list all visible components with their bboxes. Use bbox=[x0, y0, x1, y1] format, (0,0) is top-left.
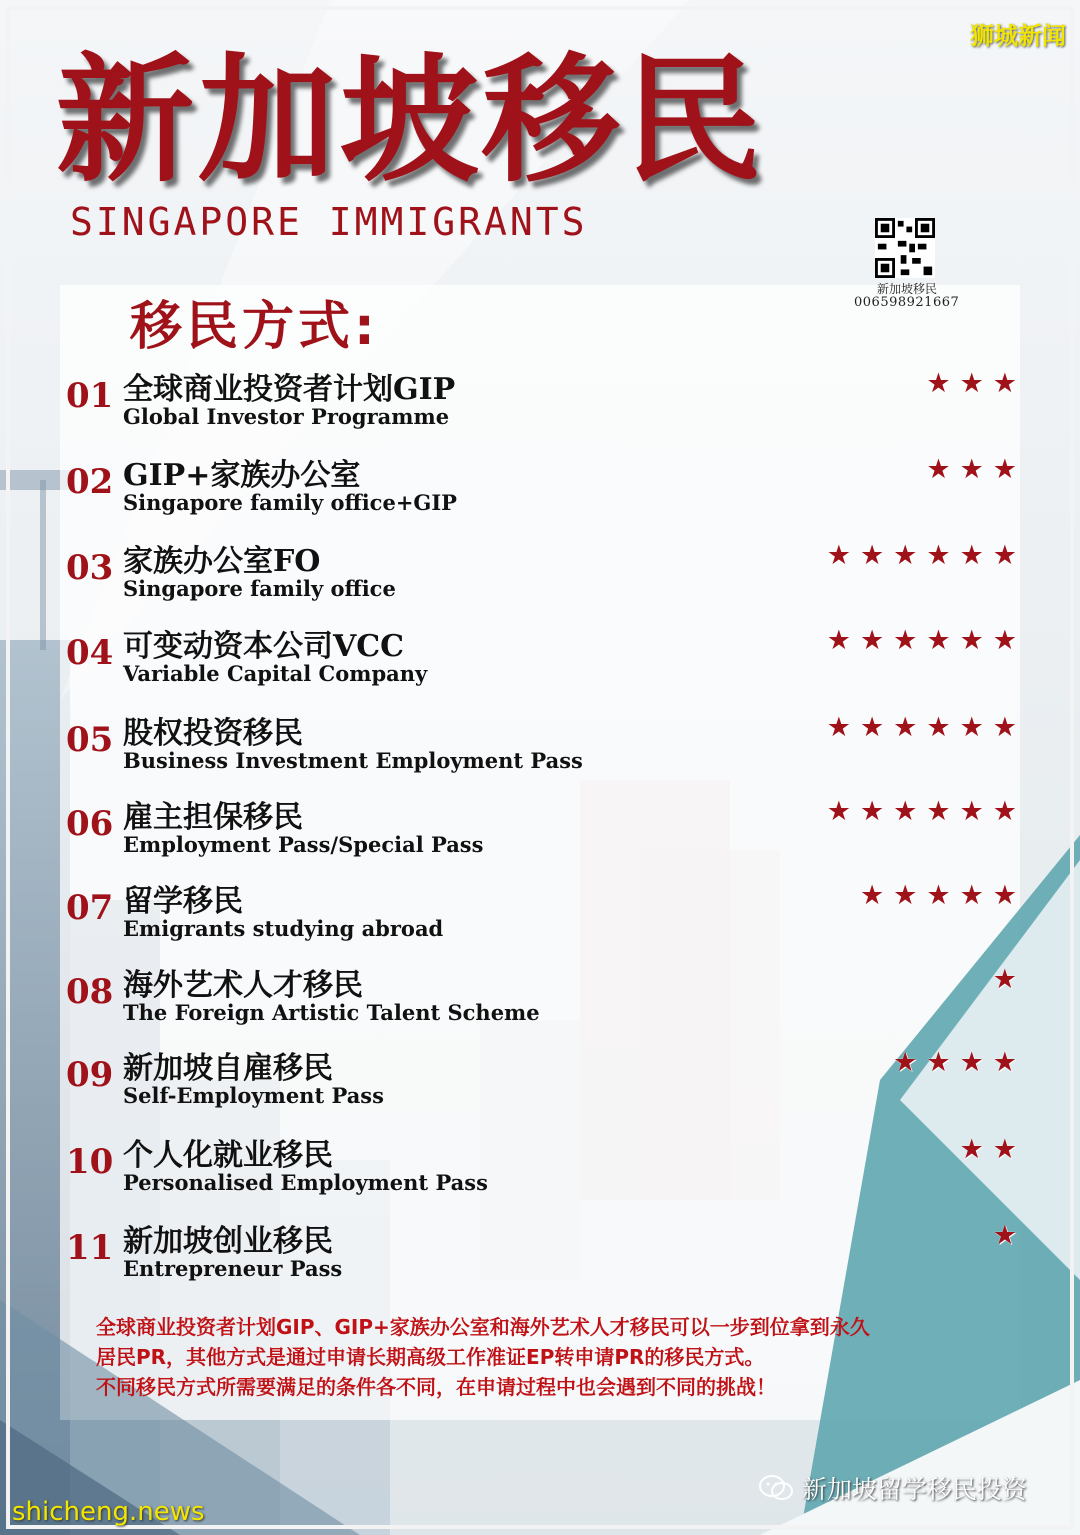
item-title-en: Entrepreneur Pass bbox=[123, 1256, 343, 1281]
list-item bbox=[66, 1043, 1026, 1123]
qr-phone: 006598921667 bbox=[854, 295, 960, 310]
list-item bbox=[66, 450, 1026, 530]
item-title-zh: 新加坡自雇移民 bbox=[123, 1051, 333, 1086]
item-number: 10 bbox=[66, 1142, 114, 1182]
item-number: 11 bbox=[66, 1228, 114, 1268]
item-title-zh: 雇主担保移民 bbox=[123, 800, 303, 835]
footnote-line: 居民PR，其他方式是通过申请长期高级工作准证EP转申请PR的移民方式。 bbox=[96, 1345, 765, 1369]
page-title: 新加坡移民 bbox=[56, 40, 767, 201]
item-title-zh: GIP+家族办公室 bbox=[123, 458, 361, 493]
item-title-zh: 全球商业投资者计划GIP bbox=[123, 372, 456, 407]
list-item bbox=[66, 876, 1026, 956]
item-number: 05 bbox=[66, 720, 114, 760]
item-title-zh: 股权投资移民 bbox=[123, 716, 303, 751]
item-number: 02 bbox=[66, 462, 114, 502]
item-number: 01 bbox=[66, 376, 114, 416]
star-rating: ★ bbox=[992, 1220, 1026, 1251]
list-item bbox=[66, 621, 1026, 701]
list-item bbox=[66, 708, 1026, 788]
item-title-en: Singapore family office bbox=[123, 576, 396, 601]
star-rating: ★★★★★★ bbox=[826, 625, 1026, 656]
item-number: 08 bbox=[66, 972, 114, 1012]
qr-code-icon bbox=[875, 218, 935, 278]
item-title-en: Employment Pass/Special Pass bbox=[123, 832, 484, 857]
site-watermark: shicheng.news bbox=[12, 1497, 205, 1527]
item-number: 04 bbox=[66, 633, 114, 673]
star-rating: ★★★★★★ bbox=[826, 712, 1026, 743]
star-rating: ★★★★★★ bbox=[826, 540, 1026, 571]
star-rating: ★★★★ bbox=[893, 1047, 1026, 1078]
list-item bbox=[66, 536, 1026, 616]
item-title-en: Variable Capital Company bbox=[123, 661, 428, 686]
item-title-zh: 可变动资本公司VCC bbox=[123, 629, 405, 664]
list-item bbox=[66, 1216, 1026, 1296]
qr-label: 新加坡移民 bbox=[876, 282, 937, 296]
star-rating: ★★★ bbox=[926, 368, 1026, 399]
item-title-zh: 新加坡创业移民 bbox=[123, 1224, 333, 1259]
item-title-zh: 海外艺术人才移民 bbox=[123, 968, 363, 1003]
footnote bbox=[96, 1312, 1026, 1402]
list-item bbox=[66, 792, 1026, 872]
list-item bbox=[66, 1130, 1026, 1210]
item-number: 09 bbox=[66, 1055, 114, 1095]
star-rating: ★★★★★★ bbox=[826, 796, 1026, 827]
item-number: 03 bbox=[66, 548, 114, 588]
item-title-zh: 个人化就业移民 bbox=[123, 1138, 333, 1173]
wechat-account-name: 新加坡留学移民投资 bbox=[802, 1475, 1028, 1504]
section-heading: 移民方式: bbox=[130, 297, 379, 357]
item-title-en: The Foreign Artistic Talent Scheme bbox=[123, 1000, 540, 1025]
page-subtitle: SINGAPORE IMMIGRANTS bbox=[70, 200, 588, 244]
footnote-line: 不同移民方式所需要满足的条件各不同，在申请过程中也会遇到不同的挑战！ bbox=[96, 1375, 776, 1399]
item-title-zh: 家族办公室FO bbox=[123, 544, 321, 579]
star-rating: ★★★★★ bbox=[859, 880, 1026, 911]
star-rating: ★ bbox=[992, 964, 1026, 995]
watermark-top: 狮城新闻 bbox=[970, 22, 1066, 50]
wechat-icon bbox=[758, 1474, 794, 1502]
item-title-zh: 留学移民 bbox=[123, 884, 243, 919]
item-title-en: Emigrants studying abroad bbox=[123, 916, 444, 941]
item-number: 06 bbox=[66, 804, 114, 844]
item-title-en: Self-Employment Pass bbox=[123, 1083, 384, 1108]
item-title-en: Business Investment Employment Pass bbox=[123, 748, 583, 773]
list-item bbox=[66, 960, 1026, 1040]
star-rating: ★★ bbox=[959, 1134, 1026, 1165]
star-rating: ★★★ bbox=[926, 454, 1026, 485]
item-number: 07 bbox=[66, 888, 114, 928]
wechat-account bbox=[758, 1470, 1027, 1506]
list-item bbox=[66, 364, 1026, 444]
item-title-en: Personalised Employment Pass bbox=[123, 1170, 488, 1195]
footnote-line: 全球商业投资者计划GIP、GIP+家族办公室和海外艺术人才移民可以一步到位拿到永久 bbox=[96, 1315, 870, 1339]
item-title-en: Singapore family office+GIP bbox=[123, 490, 457, 515]
item-title-en: Global Investor Programme bbox=[123, 404, 450, 429]
